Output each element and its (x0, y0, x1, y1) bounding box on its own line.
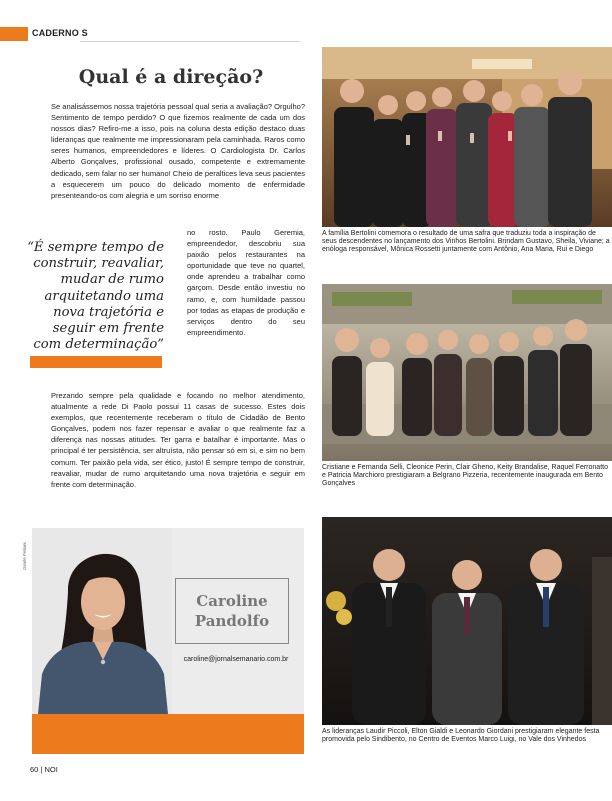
page-number: 60 (30, 765, 39, 774)
publication-name: NOI (44, 765, 58, 774)
author-name-box (175, 578, 289, 644)
author-email: caroline@jornalsemanario.com.br (183, 656, 289, 663)
photo-caption-2: Cristiane e Fernanda Selli, Cleonice Perin, Clair Gheno, Keity Brandalise, Raquel Ferronatto e Patricia Marchioro prestigiaram a Belgrano Pizzeria, recentemente inaugurada em Bento Gonçalves (322, 464, 608, 488)
section-label: CADERNO S (32, 28, 88, 38)
pull-quote-bar (30, 356, 162, 368)
page-footer (30, 765, 58, 774)
section-color-bar (0, 27, 28, 41)
author-first-name: Caroline (196, 592, 268, 610)
photo-credit: Gisele Peliani (22, 542, 27, 570)
footer-separator: | (40, 765, 43, 774)
article-paragraph-1: Se analisássemos nossa trajetória pessoal qual seria a avaliação? Orgulho? Sentimento de tempo perdido? O que fizemos realmente de cada um dos nossos dias? Refiro-me a isso, pois na coluna desta edição destaco duas lideranças que realmente me impressionaram pela caminhada. Raros como seres humanos, empreendedores e líderes. O Cardiologista Dr. Carlos Alberto Gonçalves, profissional ousado, competente e extremamente dedicado, sem falar no ser humano! Cheio de peraltices leva seus pacientes a esquecerem um pouco do delicado momento de enfermidade presenteando-os com alegria e um sorriso enorme (51, 102, 305, 200)
author-last-name: Pandolfo (194, 612, 270, 630)
pull-quote (26, 240, 164, 353)
photo-belgrano-pizzeria (322, 284, 612, 461)
photo-caption-3: As lideranças Laudir Piccoli, Elton Gialdi e Leonardo Giordani prestigiaram elegante festa promovida pelo Sindibento, no Centro de Eventos Marco Luigi, no Vale dos Vinhedos (322, 728, 600, 744)
photo-caption-1: A família Bertolini comemora o resultado de uma safra que traduziu toda a inspiração de seus descendentes no lançamento dos Vinhos Bertolini. Brindam Gustavo, Sheila, Viviane; a enóloga responsável, Mônica Rossetti juntamente com Antônio, Ana Maria, Rui e Diego (322, 230, 610, 254)
author-photo (32, 528, 172, 714)
photo-bertolini-family (322, 47, 612, 227)
photo-sindibento-leaders (322, 517, 612, 725)
article-title: Qual é a direção? (78, 66, 264, 88)
section-divider (80, 41, 300, 42)
article-paragraph-2: no rosto. Paulo Geremia, empreendedor, descobriu sua paixão pelos restaurantes na oportunidade que teve no quartel, onde aprendeu a trabalhar como garçom. Desde então investiu no ramo, e, com humildade passou por todas as etapas de produção e serviços dentro do seu empreendimento. (187, 228, 305, 337)
pull-quote-text: “É sempre tempo de construir, reavaliar, mudar de rumo arquitetando uma nova trajetória e seguir em frente com determinação” (27, 240, 164, 353)
author-accent-block (32, 714, 304, 754)
article-paragraph-3: Prezando sempre pela qualidade e focando no melhor atendimento, atualmente a rede Di Paolo possui 11 casas de sucesso. Estes dois exemplos, que recentemente receberam o título de Cidadão de Bento Gonçalves, podem nos fazer repensar e avaliar o que realmente faz a diferença nas nossas atitudes. Ter garra e batalhar é importante. Mas o principal é ter persistência, ser altruísta, não pensar só em si, e sim no bem comum. Ter paixão pela vida, ser ético, justo! É sempre tempo de construir, reavaliar, mudar de rumo arquitetando uma nova trajetória e seguir em frente com determinação. (51, 391, 305, 489)
